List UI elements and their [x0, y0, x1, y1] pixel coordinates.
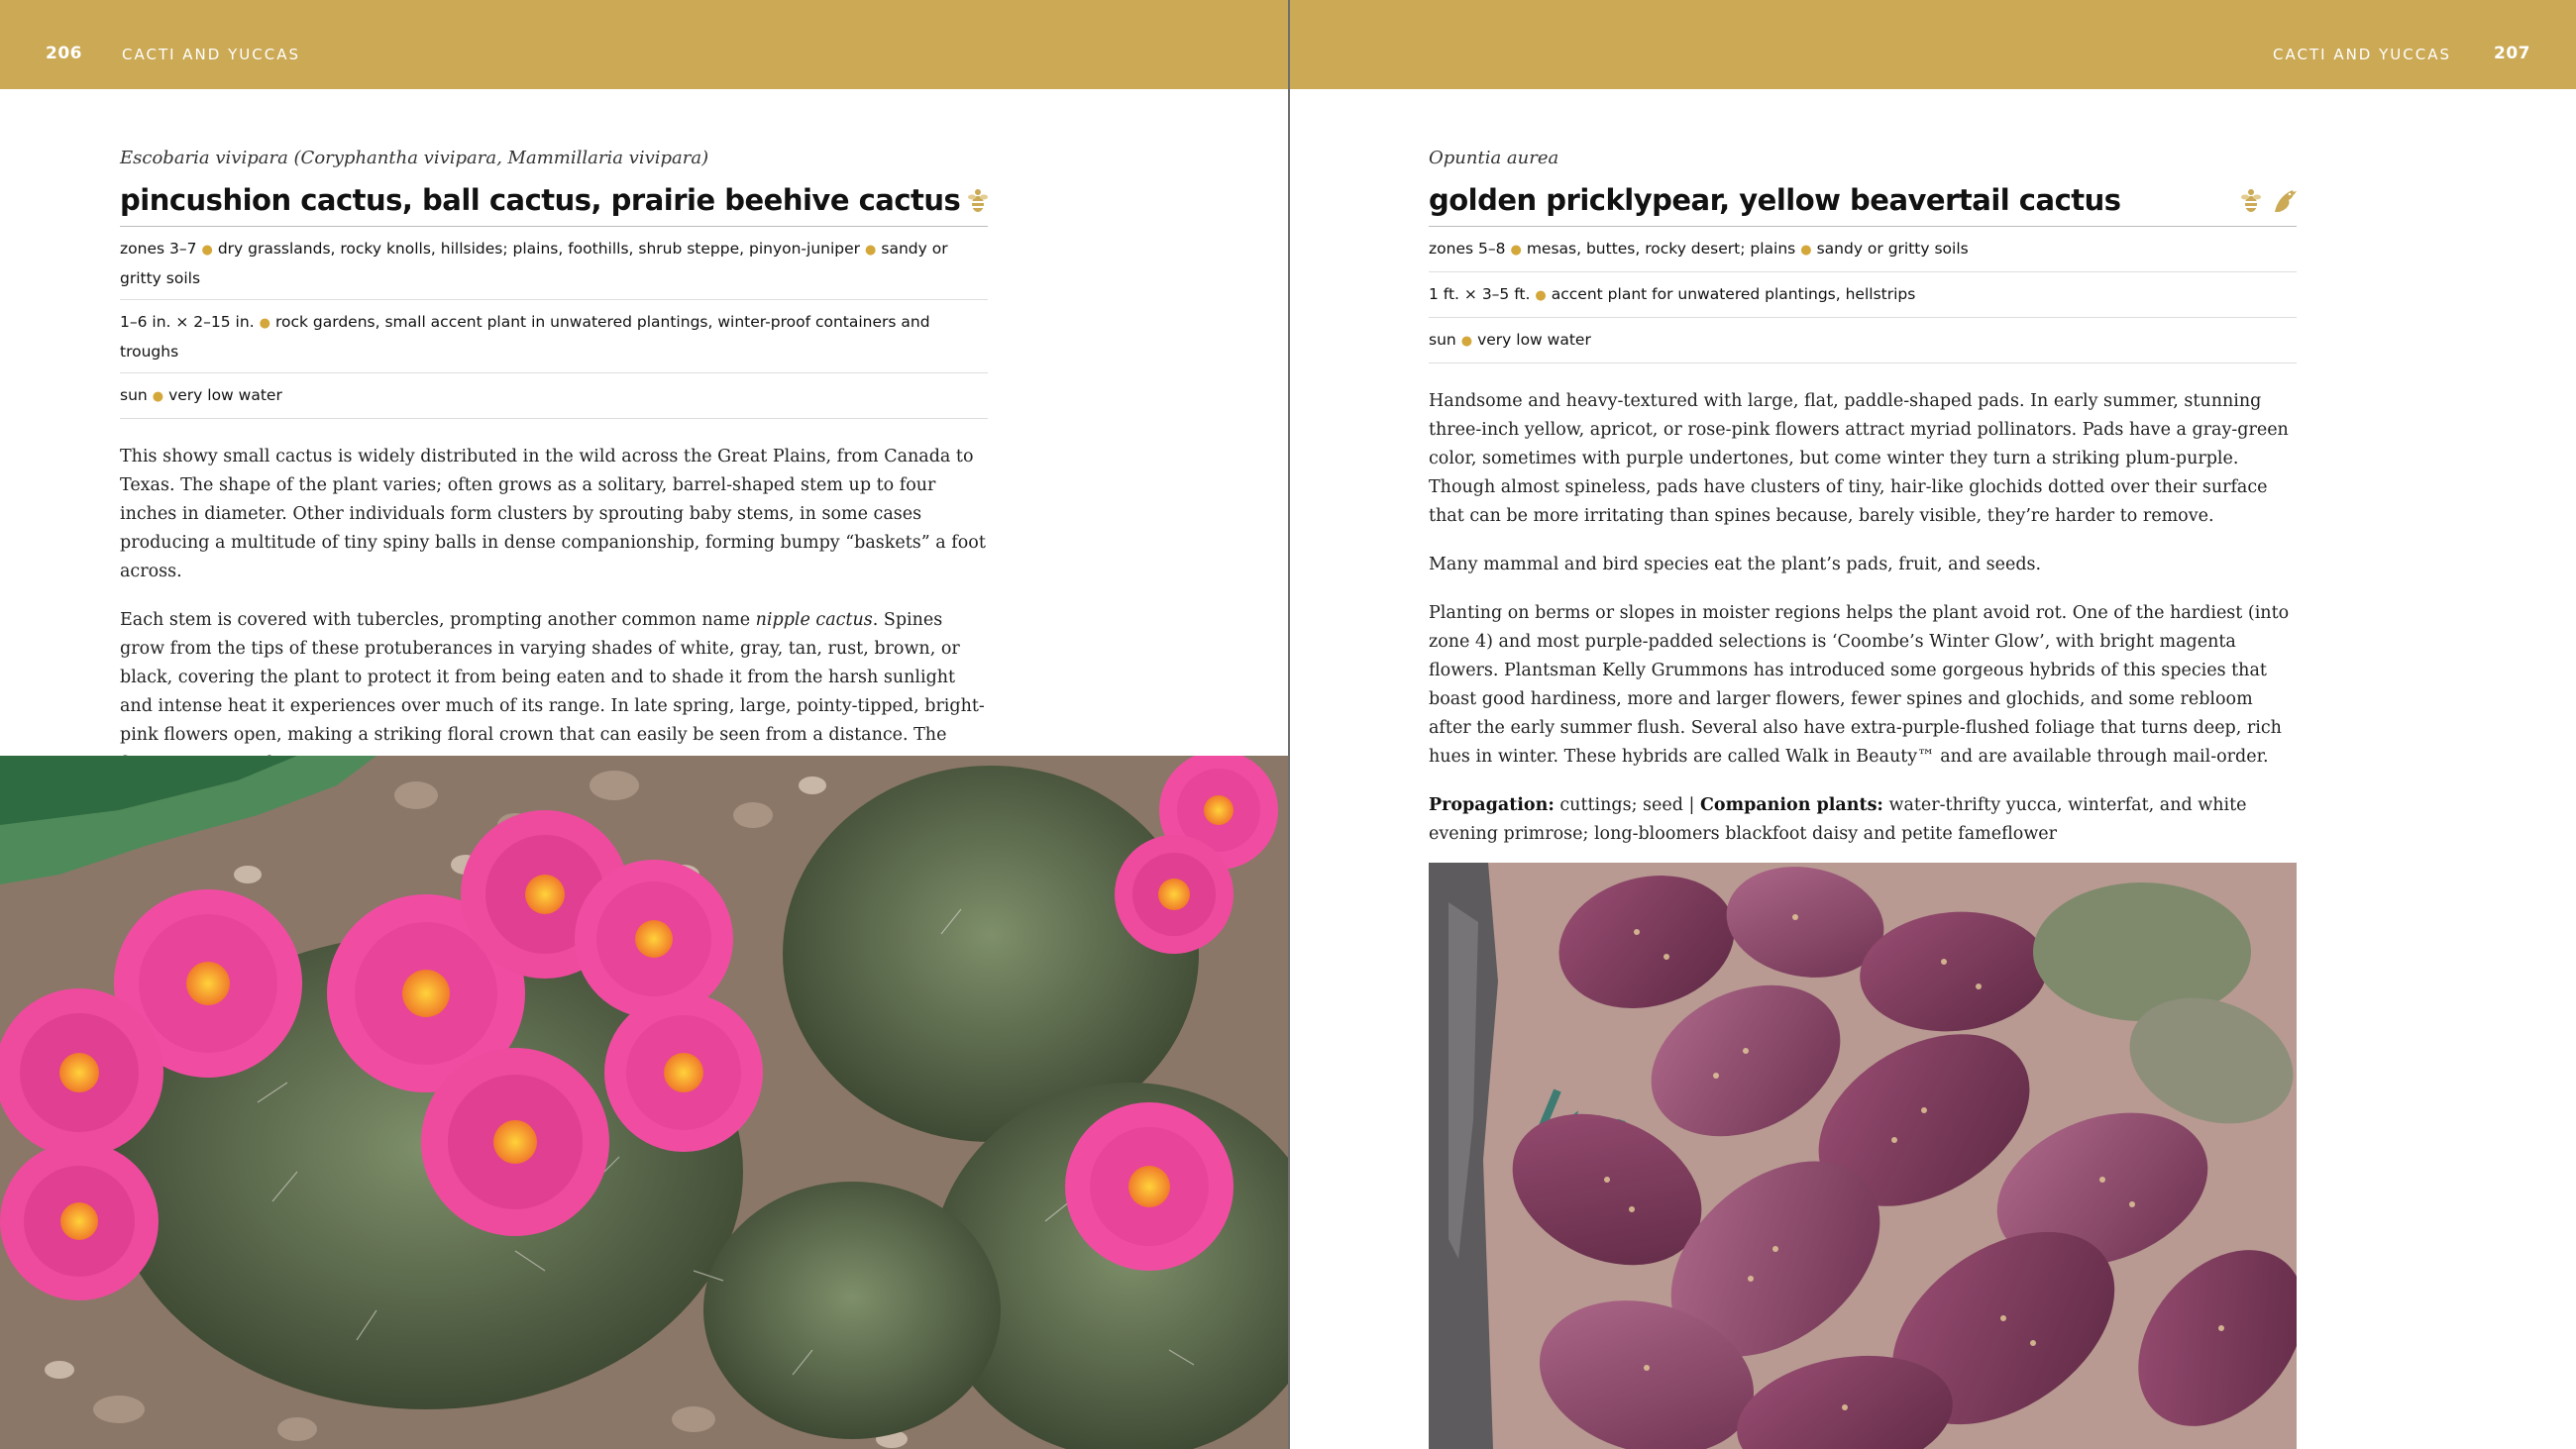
running-head: CACTI AND YUCCAS [122, 46, 300, 63]
wildlife-icons [2241, 188, 2297, 218]
water: very low water [168, 386, 282, 404]
habitat: mesas, buttes, rocky desert; plains [1526, 240, 1796, 258]
bee-icon [968, 188, 988, 218]
water: very low water [1477, 331, 1591, 349]
uses: accent plant for unwatered plantings, hellstrips [1551, 285, 1916, 303]
paragraph: Planting on berms or slopes in moister regions helps the plant avoid rot. One of the hardiest (into zone 4) and most purple-padded selections is ‘Coombe’s Winter Glow’, with bright magenta flowers. Plantsman Kelly Grummons has introduced some gorgeous hybrids of this species that boast good hardiness, more and larger flowers, fewer spines and glochids, and some rebloom after the early summer flush. Several also have extra-purple-flushed foliage that turns deep, rich hues in winter. These hybrids are called Walk in Beauty™ and are available through mail-order. [1429, 603, 2290, 767]
latin-name: Escobaria vivipara (Coryphantha vivipara, Mammillaria vivipara) [120, 148, 709, 168]
running-head: CACTI AND YUCCAS [2273, 46, 2451, 63]
pincushion-cactus-photo [0, 756, 1288, 1449]
plant-entry-golden-pricklypear [1429, 145, 2297, 869]
paragraph [120, 606, 988, 778]
title-row [1429, 180, 2297, 227]
separator: | [1688, 795, 1695, 815]
plant-facts [120, 227, 988, 419]
paragraph-text: . Spines grow from the tips of these protuberances in varying shades of white, gray, tan, rust, brown, or black, covering the plant to protect it from being eaten and to shade it from the harsh sunlight and intense heat it experiences over much of its range. In late spring, large, pointy-tipped, bright-pink flowers open, making a striking floral crown that can easily be seen from a distance. The [120, 610, 985, 745]
bullet-separator: ● [259, 316, 270, 331]
propagation-label: Propagation: [1429, 795, 1555, 815]
propagation-line [1429, 791, 2297, 849]
paragraph: Handsome and heavy-textured with large, flat, paddle-shaped pads. In early summer, stunning three-inch yellow, apricot, or rose-pink flowers attract myriad pollinators. Pads have a gray-green color, sometimes with purple undertones, but come winter they turn a striking plum-purple. Though almost spineless, pads have clusters of tiny, hair-like glochids dotted over their surface that can be more irritating than spines because, barely visible, they’re harder to remove. [1429, 391, 2289, 526]
bullet-separator: ● [1535, 288, 1547, 303]
bullet-separator: ● [1510, 243, 1522, 258]
paragraph: This showy small cactus is widely distributed in the wild across the Great Plains, from Canada to Texas. The shape of the plant varies; often grows as a solitary, barrel-shaped stem up to four inches in diameter. Other individuals form clusters by sprouting baby stems, in some cases producing a multitude of tiny spiny balls in dense companionship, forming bumpy “baskets” a foot across. [120, 447, 986, 581]
size: 1–6 in. × 2–15 in. [120, 313, 255, 331]
companion-label: Companion plants: [1699, 795, 1883, 815]
paragraph-text: Each stem is covered with tubercles, prompting another common name [120, 610, 756, 630]
soil: sandy or gritty soils [1816, 240, 1969, 258]
light: sun [120, 386, 148, 404]
wildlife-icons [968, 188, 988, 218]
soil: sandy or gritty soils [120, 240, 948, 287]
habitat: dry grasslands, rocky knolls, hillsides; plains, foothills, shrub steppe, pinyon-juniper [217, 240, 861, 258]
uses: rock gardens, small accent plant in unwatered plantings, winter-proof containers and troughs [120, 313, 930, 361]
plant-entry-pincushion-cactus [120, 145, 988, 847]
right-page-header [1290, 0, 2576, 89]
facts-row-zones-habitat [120, 227, 988, 300]
propagation-value: cuttings; seed [1559, 795, 1683, 815]
zones: zones 5–8 [1429, 240, 1506, 258]
size: 1 ft. × 3–5 ft. [1429, 285, 1531, 303]
italic-term: nipple cactus [755, 610, 873, 630]
bullet-separator: ● [201, 243, 213, 258]
bee-icon [2241, 188, 2261, 218]
bird-icon [2271, 188, 2297, 218]
zones: zones 3–7 [120, 240, 197, 258]
common-name-title: golden pricklypear, yellow beavertail cactus [1429, 183, 2121, 217]
facts-row-size-uses [1429, 272, 2297, 318]
left-page-header [0, 0, 1288, 89]
title-row [120, 180, 988, 227]
facts-row-light-water [1429, 318, 2297, 363]
page-number: 207 [2494, 44, 2530, 63]
facts-row-size-uses [120, 300, 988, 373]
facts-row-zones-habitat [1429, 227, 2297, 272]
right-page [1290, 0, 2576, 1449]
bullet-separator: ● [865, 243, 877, 258]
latin-name: Opuntia aurea [1429, 148, 1559, 168]
common-name-title: pincushion cactus, ball cactus, prairie beehive cactus [120, 183, 961, 217]
plant-facts [1429, 227, 2297, 363]
bullet-separator: ● [1460, 334, 1473, 349]
golden-pricklypear-photo [1429, 863, 2297, 1449]
facts-row-light-water [120, 373, 988, 419]
bullet-separator: ● [1800, 243, 1812, 258]
companion-value: water-thrifty yucca, winterfat, and white evening primrose; long-bloomers blackfoot daisy and petite fameflower [1429, 795, 2247, 844]
page-number: 206 [46, 44, 82, 63]
bullet-separator: ● [152, 389, 164, 404]
light: sun [1429, 331, 1456, 349]
paragraph: Many mammal and bird species eat the plant’s pads, fruit, and seeds. [1429, 555, 2042, 574]
entry-body [1429, 387, 2297, 849]
